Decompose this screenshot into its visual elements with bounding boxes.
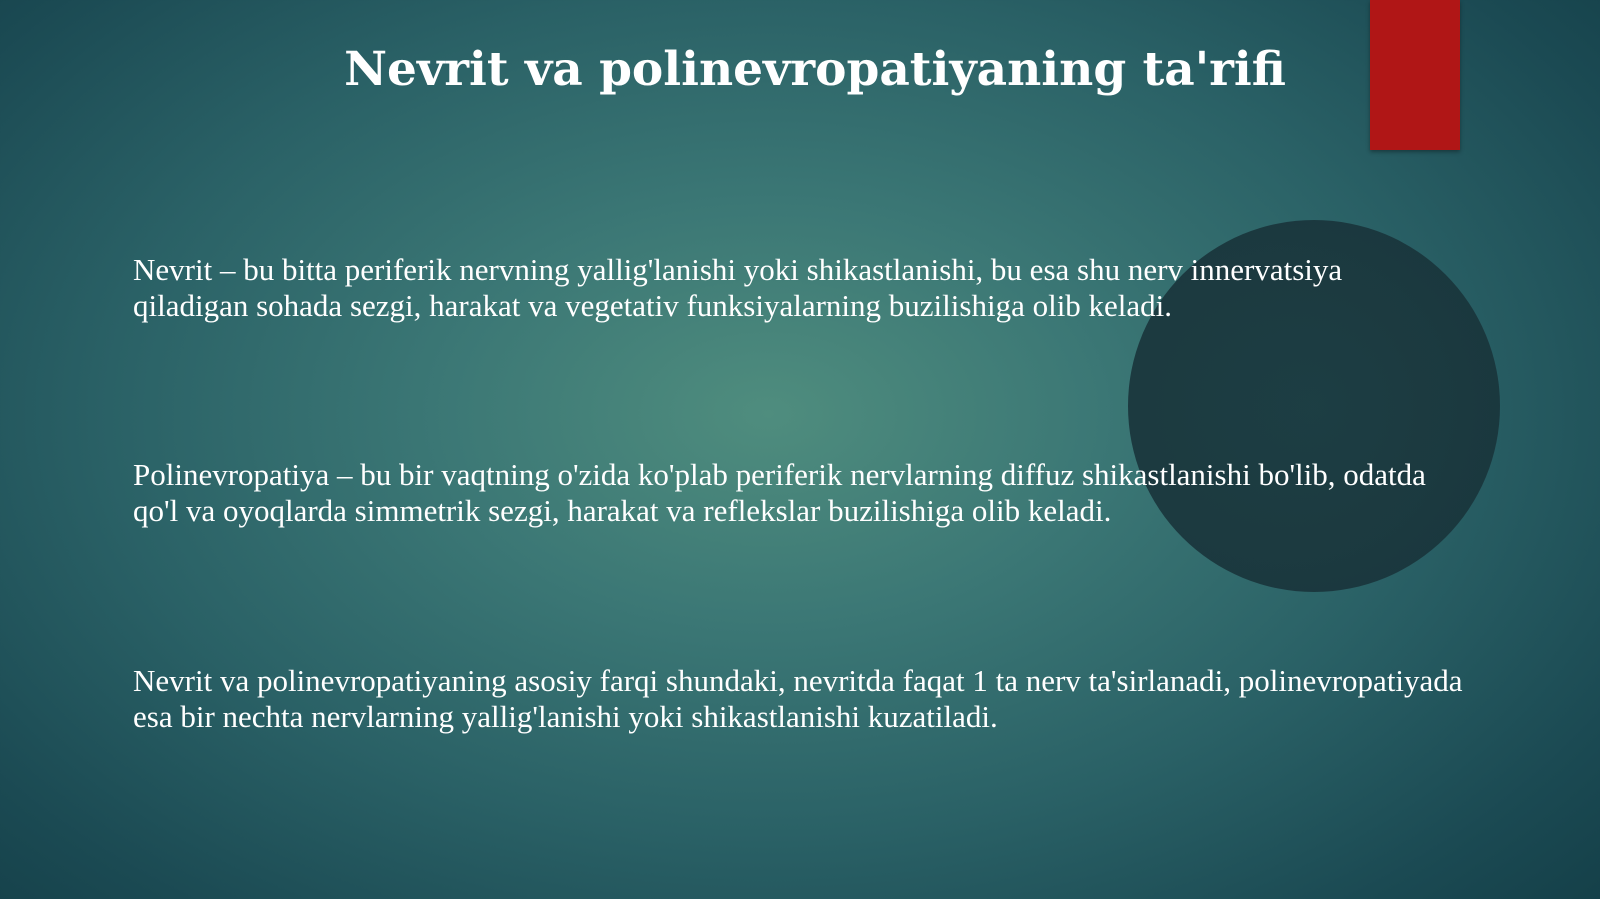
slide-title: Nevrit va polinevropatiyaning ta'rifi [344, 42, 1286, 97]
paragraph-polinevropatiya-definition: Polinevropatiya – bu bir vaqtning o'zida ko'plab periferik nervlarning diffuz shikastlanishi bo'lib, odatda qo'l va oyoqlarda simmetrik sezgi, harakat va reflekslar buzilishiga olib keladi. [133, 457, 1426, 528]
paragraph-nevrit-definition: Nevrit – bu bitta periferik nervning yallig'lanishi yoki shikastlanishi, bu esa shu nerv innervatsiya qiladigan sohada sezgi, harakat va vegetativ funksiyalarning buzilishiga olib keladi. [133, 252, 1343, 323]
paragraph-difference: Nevrit va polinevropatiyaning asosiy farqi shundaki, nevritda faqat 1 ta nerv ta'sirlanadi, polinevropatiyada esa bir nechta nervlarning yallig'lanishi yoki shikastlanishi kuzatiladi. [133, 663, 1463, 734]
